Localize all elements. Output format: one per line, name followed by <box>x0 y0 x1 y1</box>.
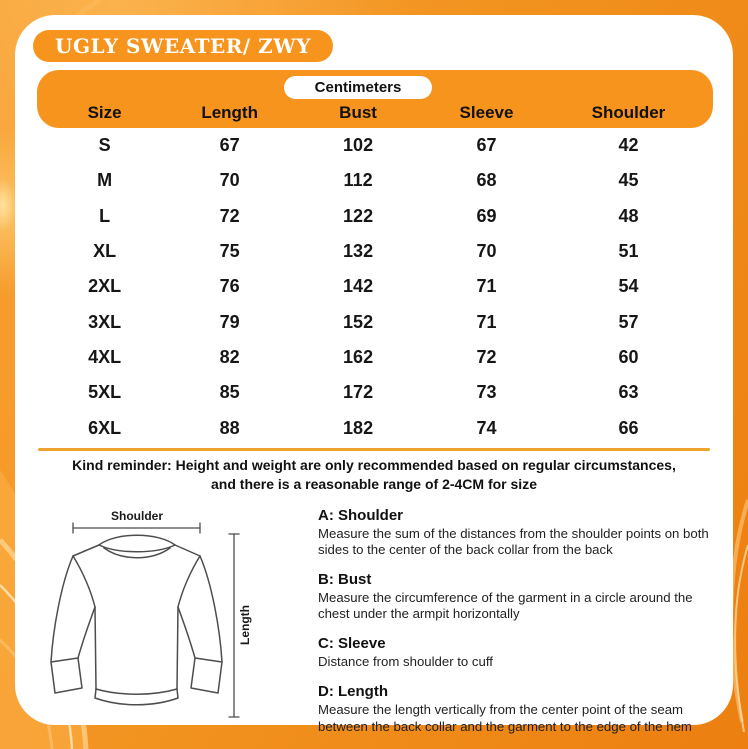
sweater-diagram <box>40 504 310 723</box>
cell-size: S <box>98 135 111 156</box>
product-title-badge <box>33 30 333 62</box>
cell-bust: 182 <box>343 417 374 438</box>
length-dimension-label: Length <box>238 605 252 645</box>
column-header-length: Length <box>201 103 258 122</box>
column-header-shoulder: Shoulder <box>591 103 666 122</box>
cell-shoulder: 57 <box>618 311 639 332</box>
cell-sleeve: 70 <box>476 241 497 262</box>
kind-reminder-line2: and there is a reasonable range of 2-4CM for size <box>211 475 537 492</box>
table-row <box>37 269 713 304</box>
table-row <box>37 199 713 234</box>
cell-size: 2XL <box>88 276 122 297</box>
cell-shoulder: 63 <box>618 382 639 403</box>
table-body <box>37 128 713 446</box>
guide-item <box>318 683 720 734</box>
cell-length: 76 <box>219 276 240 297</box>
kind-reminder-line1: Kind reminder: Height and weight are only recommended based on regular circumstances, <box>72 457 676 473</box>
card <box>15 15 733 734</box>
table-row <box>37 375 713 410</box>
column-header-sleeve: Sleeve <box>459 103 514 122</box>
column-header-size: Size <box>87 103 122 122</box>
cell-size: 5XL <box>88 382 122 403</box>
cell-length: 67 <box>219 135 240 156</box>
guide-description: Measure the circumference of the garment in a circle around the chest under the armpit horizontally <box>318 590 693 622</box>
guide-item <box>318 635 720 670</box>
guide-heading: B: Bust <box>318 571 372 589</box>
shoulder-dimension-label: Shoulder <box>110 509 164 523</box>
cell-length: 72 <box>219 205 240 226</box>
guide-description: Distance from shoulder to cuff <box>318 654 493 670</box>
table-row <box>37 234 713 269</box>
cell-size: L <box>99 205 111 226</box>
cell-shoulder: 66 <box>618 417 639 438</box>
cell-sleeve: 72 <box>476 346 497 367</box>
cell-shoulder: 45 <box>618 170 639 191</box>
cell-bust: 112 <box>343 170 373 191</box>
cell-length: 79 <box>219 311 240 332</box>
cell-shoulder: 54 <box>618 276 639 297</box>
cell-length: 82 <box>219 346 240 367</box>
table-header-row <box>37 103 713 123</box>
cell-bust: 102 <box>343 135 374 156</box>
cell-sleeve: 74 <box>476 417 497 438</box>
table-row <box>37 340 713 375</box>
dimension-lines <box>73 523 239 717</box>
guide-heading: D: Length <box>318 683 388 701</box>
cell-length: 85 <box>219 382 240 403</box>
guide-description: Measure the length vertically from the center point of the seam between the back collar and the garment to the edge of the hem <box>318 702 692 734</box>
cell-size: 4XL <box>88 346 122 367</box>
cell-sleeve: 71 <box>476 276 497 297</box>
cell-bust: 132 <box>343 241 374 262</box>
table-row <box>37 410 713 445</box>
cell-sleeve: 71 <box>476 311 497 332</box>
cell-shoulder: 51 <box>618 241 639 262</box>
cell-length: 88 <box>219 417 240 438</box>
guide-heading: C: Sleeve <box>318 635 386 653</box>
unit-badge: Centimeters <box>284 76 432 99</box>
cell-size: 6XL <box>88 417 122 438</box>
guide-description: Measure the sum of the distances from the shoulder points on both sides to the center of the back collar from the back <box>318 526 709 558</box>
cell-bust: 172 <box>343 382 374 403</box>
table-row <box>37 128 713 163</box>
cell-length: 70 <box>219 170 240 191</box>
guide-item <box>318 571 720 622</box>
cell-bust: 122 <box>343 205 374 226</box>
table-row <box>37 163 713 198</box>
cell-sleeve: 68 <box>476 170 497 191</box>
measure-guide <box>318 507 720 748</box>
cell-shoulder: 60 <box>618 346 639 367</box>
cell-bust: 152 <box>343 311 374 332</box>
cell-length: 75 <box>219 241 240 262</box>
product-title: UGLY SWEATER/ ZWY <box>55 34 311 58</box>
column-header-bust: Bust <box>339 103 377 122</box>
guide-item <box>318 507 720 558</box>
cell-size: XL <box>93 241 117 262</box>
table-header <box>37 70 713 128</box>
sweater-outline <box>51 535 222 705</box>
cell-shoulder: 48 <box>618 205 639 226</box>
cell-sleeve: 73 <box>476 382 497 403</box>
cell-shoulder: 42 <box>618 135 639 156</box>
kind-reminder <box>25 456 723 494</box>
cell-bust: 142 <box>343 276 374 297</box>
cell-sleeve: 69 <box>476 205 497 226</box>
guide-heading: A: Shoulder <box>318 507 403 524</box>
cell-sleeve: 67 <box>476 135 497 156</box>
cell-size: 3XL <box>88 311 122 332</box>
divider-line <box>38 448 710 451</box>
cell-bust: 162 <box>343 346 374 367</box>
table-row <box>37 304 713 339</box>
cell-size: M <box>97 170 113 191</box>
